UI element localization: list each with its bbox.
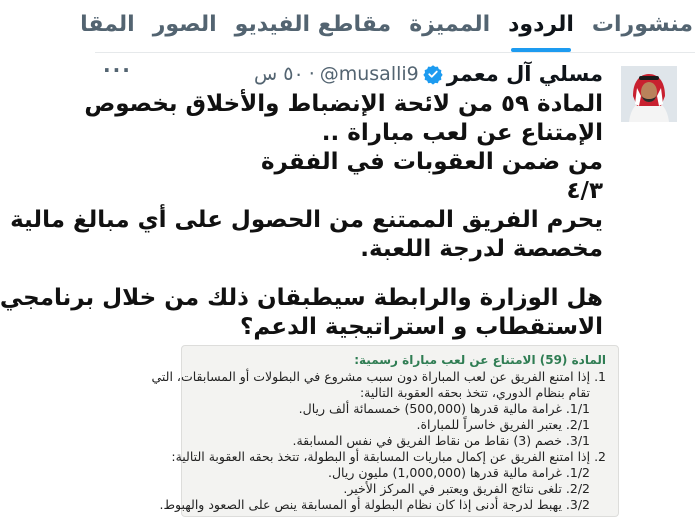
tweet — [0, 58, 603, 342]
document-line: تقام بنظام الدوري، تتخذ بحقه العقوبة التالية: — [359, 385, 590, 400]
separator-dot: · — [308, 63, 315, 85]
document-line: 2. إذا امتنع الفريق عن إكمال مباريات المسابقة أو البطولة، تتخذ بحقه العقوبة التالية: — [171, 449, 606, 464]
tweet-text-line: مخصصة لدرجة اللعبة. — [360, 236, 603, 262]
tweet-header — [103, 58, 603, 90]
author-handle[interactable]: @musalli9 — [319, 63, 419, 85]
document-line: 1. إذا امتنع الفريق عن لعب المباراة دون سبب مشروع في البطولات أو المسابقات، التي — [151, 369, 606, 384]
tweet-text-line: يحرم الفريق الممتنع من الحصول على أي مبالغ مالية — [10, 207, 603, 233]
document-line: 1/1. غرامة مالية قدرها (500,000) خمسمائة ألف ريال. — [298, 401, 590, 416]
document-line: 3/2. يهبط لدرجة أدنى إذا كان نظام البطولة أو المسابقة ينص على الصعود والهبوط. — [159, 497, 590, 512]
document-line: 3/1. خصم (3) نقاط من نقاط الفريق في نفس المسابقة. — [292, 433, 590, 448]
author-name[interactable]: مسلي آل معمر — [446, 62, 603, 86]
attached-document-image[interactable] — [151, 345, 619, 517]
paragraph-gap — [103, 264, 603, 284]
tweet-text-line: ٤/٣ — [566, 178, 603, 204]
timestamp[interactable]: ٥٠ س — [254, 63, 304, 85]
avatar-image — [621, 66, 677, 122]
tab-highlights[interactable]: المميزة — [409, 12, 491, 37]
avatar[interactable] — [621, 66, 677, 122]
tab-videos[interactable]: مقاطع الفيديو — [234, 12, 392, 37]
document-line: 2/1. يعتبر الفريق خاسراً للمباراة. — [416, 417, 590, 432]
tweet-question-line: هل الوزارة والرابطة سيطبقان ذلك من خلال برنامجي — [0, 285, 603, 311]
tab-replies[interactable]: الردود — [499, 0, 583, 52]
tweet-text-line: من ضمن العقوبات في الفقرة — [260, 149, 603, 175]
tweet-question-line: الاستقطاب و استراتيجية الدعم؟ — [240, 314, 603, 340]
tweet-text-line: الإمتناع عن لعب مباراة .. — [321, 120, 603, 146]
document-line: 2/2. تلغى نتائج الفريق ويعتبر في المركز الأخير. — [343, 481, 590, 496]
tab-articles[interactable]: المقا — [80, 12, 135, 37]
tab-photos[interactable]: الصور — [152, 12, 217, 37]
tweet-text-line: المادة ٥٩ من لائحة الإنضباط والأخلاق بخصوص — [84, 91, 603, 117]
verified-badge-icon — [423, 64, 443, 84]
document-title: المادة (59) الامتناع عن لعب مباراة رسمية: — [354, 353, 606, 367]
more-options-icon[interactable]: ··· — [103, 58, 132, 82]
tab-posts[interactable]: منشورات — [591, 12, 693, 37]
document-line: 1/2. غرامة مالية قدرها (1,000,000) مليون ريال. — [327, 465, 590, 480]
profile-tabs — [80, 0, 695, 53]
